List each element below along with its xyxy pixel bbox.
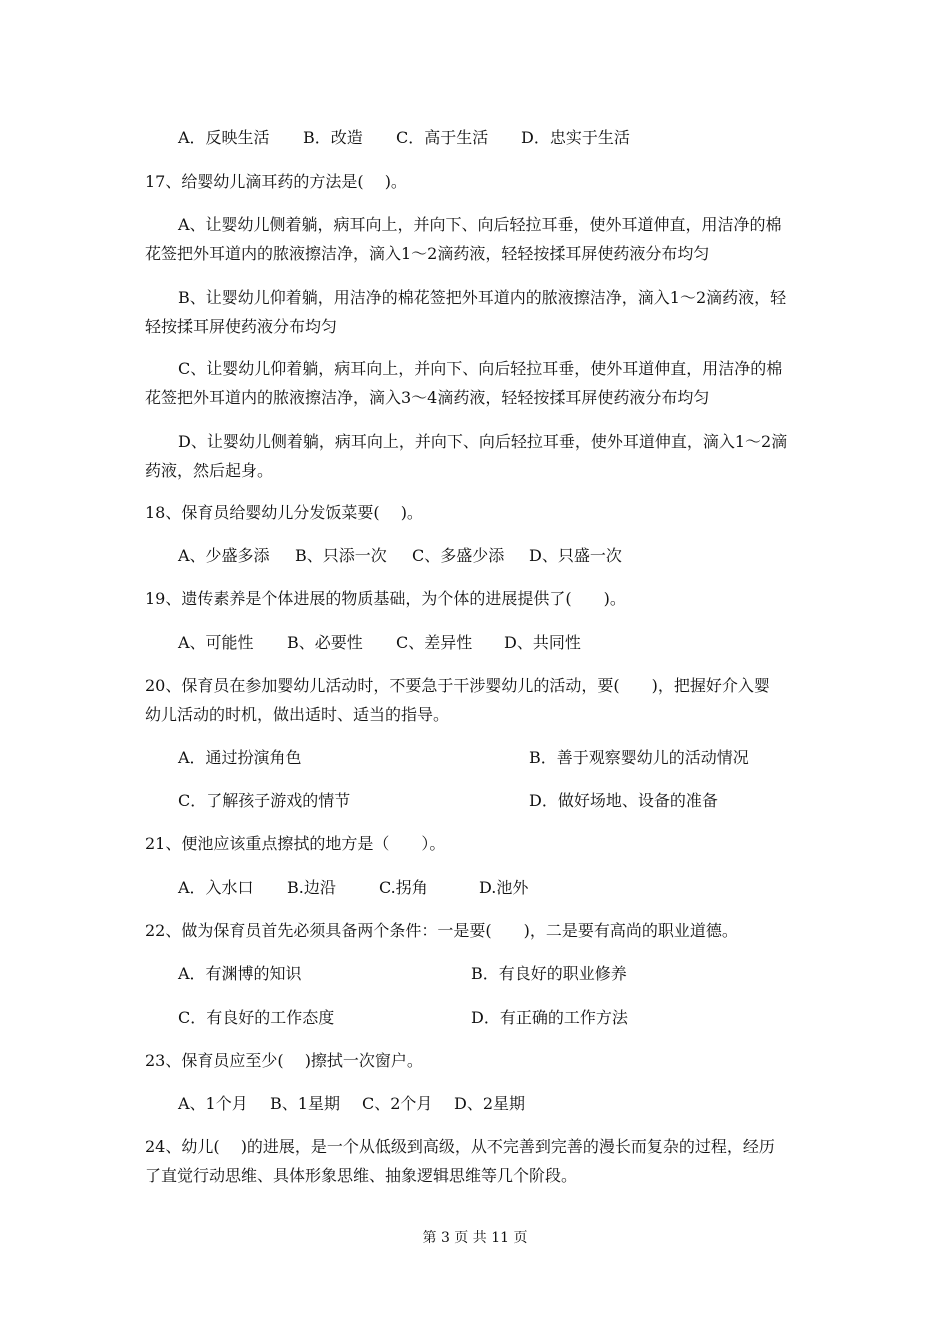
q17-option-d-line2: 药液，然后起身。 <box>145 461 274 480</box>
q17-option-b-line1: B、让婴幼儿仰着躺，用洁净的棉花签把外耳道内的脓液擦洁净，滴入1～2滴药液，轻 <box>178 288 787 307</box>
q20-option-c: C．了解孩子游戏的情节 <box>178 791 351 810</box>
q21-option-c: C.拐角 <box>379 878 428 897</box>
q18-stem: 18、保育员给婴幼儿分发饭菜要( )。 <box>145 503 423 522</box>
q23-stem: 23、保育员应至少( )擦拭一次窗户。 <box>145 1051 423 1070</box>
q16-option-a: A．反映生活 <box>178 128 270 147</box>
q20-option-b: B．善于观察婴幼儿的活动情况 <box>529 748 749 767</box>
q21-stem: 21、便池应该重点擦拭的地方是（ ）。 <box>145 834 446 853</box>
q17-stem: 17、给婴幼儿滴耳药的方法是( )。 <box>145 172 407 191</box>
q18-option-c: C、多盛少添 <box>412 546 505 565</box>
q20-stem-line1: 20、保育员在参加婴幼儿活动时，不要急于干涉婴幼儿的活动，要( )，把握好介入婴 <box>145 676 770 695</box>
q18-option-b: B、只添一次 <box>295 546 387 565</box>
q17-option-d-line1: D、让婴幼儿侧着躺，病耳向上，并向下、向后轻拉耳垂，使外耳道伸直，滴入1～2滴 <box>178 432 788 451</box>
q22-option-a: A．有渊博的知识 <box>178 964 302 983</box>
page-number: 第 3 页 共 11 页 <box>422 1230 528 1246</box>
q24-stem-line2: 了直觉行动思维、具体形象思维、抽象逻辑思维等几个阶段。 <box>145 1166 578 1185</box>
q17-option-a-line2: 花签把外耳道内的脓液擦洁净，滴入1～2滴药液，轻轻按揉耳屏使药液分布均匀 <box>145 244 710 263</box>
q17-option-a-line1: A、让婴幼儿侧着躺，病耳向上，并向下、向后轻拉耳垂，使外耳道伸直，用洁净的棉 <box>178 215 782 234</box>
q18-option-a: A、少盛多添 <box>178 546 270 565</box>
q21-option-a: A．入水口 <box>178 878 254 897</box>
q22-stem: 22、做为保育员首先必须具备两个条件：一是要( )，二是要有高尚的职业道德。 <box>145 921 738 940</box>
q19-option-d: D、共同性 <box>504 633 581 652</box>
q22-option-b: B．有良好的职业修养 <box>471 964 627 983</box>
q20-option-d: D．做好场地、设备的准备 <box>529 791 718 810</box>
q18-option-d: D、只盛一次 <box>529 546 622 565</box>
q16-option-c: C．高于生活 <box>396 128 489 147</box>
q20-stem-line2: 幼儿活动的时机，做出适时、适当的指导。 <box>145 705 450 724</box>
q19-option-c: C、差异性 <box>396 633 473 652</box>
q19-option-b: B、必要性 <box>287 633 363 652</box>
q17-option-c-line2: 花签把外耳道内的脓液擦洁净，滴入3～4滴药液，轻轻按揉耳屏使药液分布均匀 <box>145 388 710 407</box>
q16-option-b: B．改造 <box>303 128 363 147</box>
q16-option-d: D．忠实于生活 <box>521 128 630 147</box>
q23-option-a: A、1个月 <box>178 1094 248 1113</box>
q19-stem: 19、遗传素养是个体进展的物质基础，为个体的进展提供了( )。 <box>145 589 626 608</box>
q23-option-b: B、1星期 <box>270 1094 340 1113</box>
q24-stem-line1: 24、幼儿( )的进展，是一个从低级到高级，从不完善到完善的漫长而复杂的过程，经历 <box>145 1137 775 1156</box>
q22-option-d: D．有正确的工作方法 <box>471 1008 628 1027</box>
q19-option-a: A、可能性 <box>178 633 254 652</box>
q22-option-c: C．有良好的工作态度 <box>178 1008 335 1027</box>
q21-option-b: B.边沿 <box>287 878 336 897</box>
q21-option-d: D.池外 <box>479 878 529 897</box>
q20-option-a: A．通过扮演角色 <box>178 748 302 767</box>
q17-option-c-line1: C、让婴幼儿仰着躺，病耳向上，并向下、向后轻拉耳垂，使外耳道伸直，用洁净的棉 <box>178 359 783 378</box>
q23-option-d: D、2星期 <box>454 1094 526 1113</box>
q17-option-b-line2: 轻按揉耳屏使药液分布均匀 <box>145 317 338 336</box>
q23-option-c: C、2个月 <box>362 1094 433 1113</box>
